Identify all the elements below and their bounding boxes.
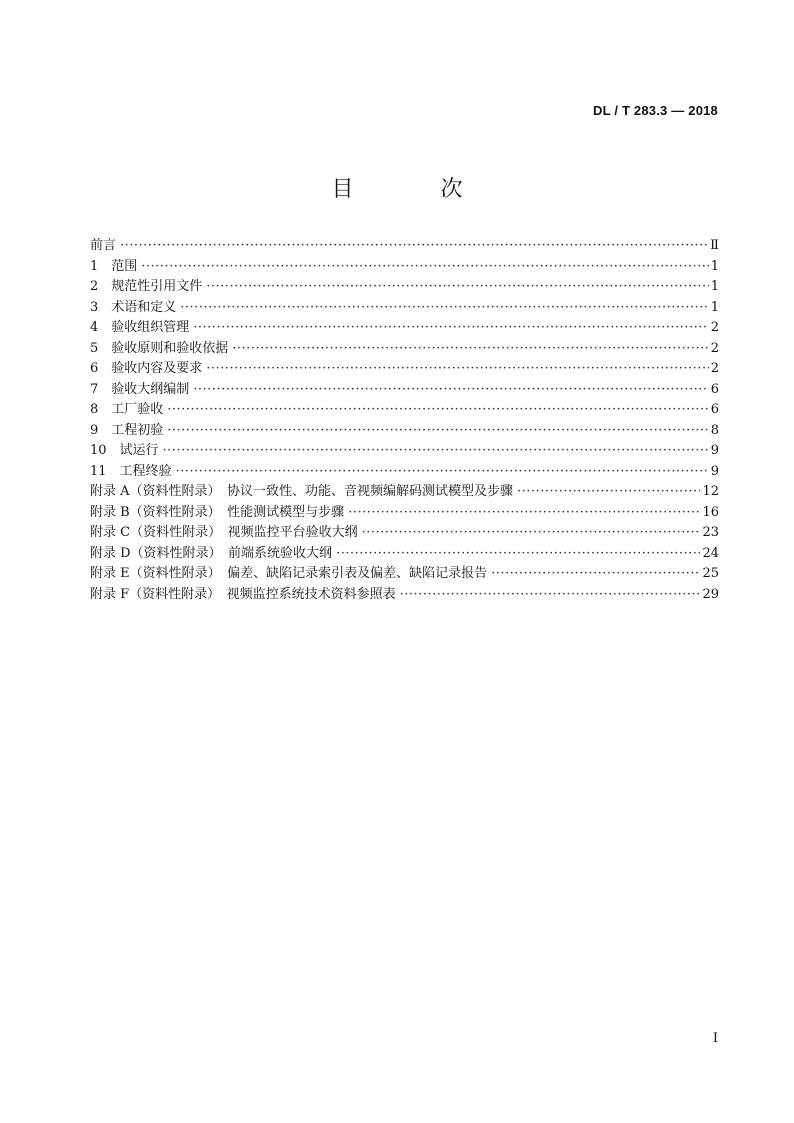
toc-entry-label: 5 验收原则和验收依据 [90, 340, 229, 356]
toc-entry-page: 1 [710, 258, 719, 274]
toc-leader-dots [400, 585, 701, 606]
toc-entry[interactable] [90, 462, 719, 483]
toc-entry[interactable] [90, 298, 719, 319]
toc-leader-dots [232, 339, 708, 360]
toc-entry-page: 2 [710, 320, 719, 335]
toc-entry[interactable] [90, 380, 719, 401]
toc-leader-dots [141, 257, 708, 278]
toc-entry-label: 附录 E（资料性附录） 偏差、缺陷记录索引表及偏差、缺陷记录报告 [90, 566, 488, 581]
toc-entry-page: Ⅱ [710, 238, 719, 253]
standard-code: DL / T 283.3 — 2018 [593, 103, 718, 118]
toc-entry-label: 前言 [90, 238, 117, 253]
toc-entry[interactable] [90, 585, 719, 606]
toc-leader-dots [336, 544, 700, 565]
toc-leader-dots [120, 236, 708, 257]
toc-entry-label: 6 验收内容及要求 [90, 361, 203, 376]
toc-entry-label: 2 规范性引用文件 [90, 279, 203, 294]
toc-leader-dots [206, 277, 708, 298]
toc-entry-label: 10 试运行 [90, 443, 159, 458]
toc-entry-page: 24 [702, 545, 719, 561]
toc-entry[interactable] [90, 482, 719, 503]
page-title: 目 次 [331, 177, 503, 202]
toc-entry-page: 12 [702, 484, 719, 499]
toc-entry-page: 2 [710, 340, 719, 356]
toc-entry[interactable] [90, 318, 719, 339]
toc-entry-label: 4 验收组织管理 [90, 320, 190, 335]
toc-leader-dots [206, 359, 708, 380]
toc-entry-label: 7 验收大纲编制 [90, 381, 190, 397]
toc-entry-page: 1 [710, 279, 719, 294]
toc-entry[interactable] [90, 544, 719, 565]
toc-entry-label: 3 术语和定义 [90, 299, 177, 315]
toc-entry-page: 23 [702, 525, 719, 540]
toc-leader-dots [348, 503, 700, 524]
toc-entry-label: 11 工程终验 [90, 463, 172, 479]
toc-entry-page: 9 [710, 463, 719, 479]
table-of-contents [90, 236, 719, 605]
toc-leader-dots [180, 298, 708, 319]
toc-entry-page: 9 [710, 443, 719, 458]
toc-leader-dots [163, 441, 709, 462]
toc-entry-page: 29 [702, 586, 719, 602]
toc-leader-dots [167, 400, 708, 421]
toc-entry-page: 2 [710, 361, 719, 376]
toc-entry[interactable] [90, 421, 719, 442]
toc-entry-page: 6 [710, 381, 719, 397]
toc-entry[interactable] [90, 359, 719, 380]
toc-leader-dots [491, 564, 700, 585]
toc-entry[interactable] [90, 400, 719, 421]
toc-entry-label: 附录 C（资料性附录） 视频监控平台验收大纲 [90, 525, 358, 540]
toc-entry[interactable] [90, 236, 719, 257]
toc-leader-dots [517, 482, 700, 503]
toc-entry[interactable] [90, 257, 719, 278]
toc-entry[interactable] [90, 441, 719, 462]
toc-leader-dots [176, 462, 709, 483]
toc-entry-page: 16 [702, 504, 719, 520]
toc-entry[interactable] [90, 339, 719, 360]
toc-entry[interactable] [90, 503, 719, 524]
toc-entry-label: 9 工程初验 [90, 422, 164, 438]
toc-leader-dots [193, 318, 708, 339]
toc-entry[interactable] [90, 564, 719, 585]
toc-entry[interactable] [90, 523, 719, 544]
toc-entry-label: 8 工厂验收 [90, 402, 164, 417]
toc-entry-label: 附录 F（资料性附录） 视频监控系统技术资料参照表 [90, 586, 396, 602]
toc-entry-label: 附录 A（资料性附录） 协议一致性、功能、音视频编解码测试模型及步骤 [90, 484, 514, 499]
toc-entry-page: 25 [702, 566, 719, 581]
toc-entry[interactable] [90, 277, 719, 298]
toc-entry-label: 附录 D（资料性附录） 前端系统验收大纲 [90, 545, 333, 561]
toc-entry-page: 8 [710, 422, 719, 438]
toc-entry-page: 1 [710, 299, 719, 315]
toc-entry-label: 附录 B（资料性附录） 性能测试模型与步骤 [90, 504, 345, 520]
toc-leader-dots [193, 380, 708, 401]
page-number: I [712, 1031, 718, 1046]
toc-entry-label: 1 范围 [90, 258, 138, 274]
toc-leader-dots [167, 421, 708, 442]
toc-entry-page: 6 [710, 402, 719, 417]
toc-leader-dots [362, 523, 701, 544]
